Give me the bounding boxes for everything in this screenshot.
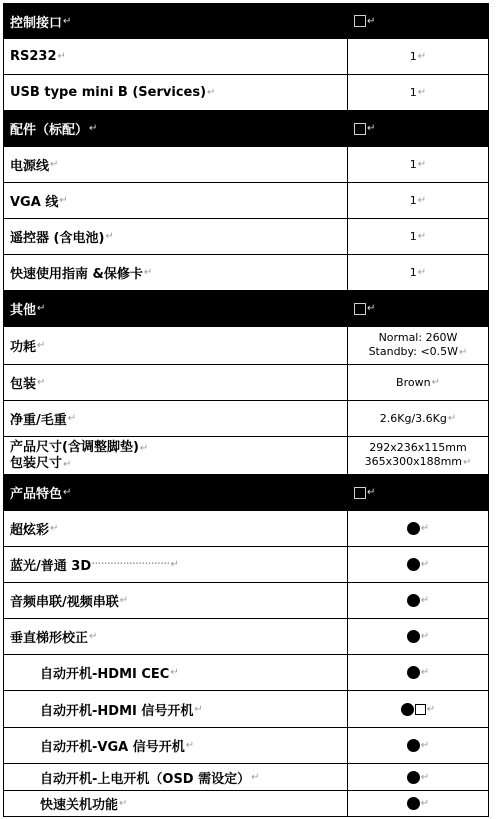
power-standby: Standby: <0.5W — [368, 345, 459, 358]
bullet-icon — [407, 558, 420, 571]
table-row: 快速使用指南 &保修卡 ↵ 1 ↵ — [3, 255, 489, 291]
row-value: 1 — [409, 158, 417, 171]
section-title: 产品特色 — [10, 487, 63, 502]
bullet-icon — [407, 594, 420, 607]
table-row: 自动开机-VGA 信号开机 ↵ ↵ — [3, 728, 489, 764]
table-row: 自动开机-HDMI CEC ↵ ↵ — [3, 655, 489, 691]
row-value: 1 — [409, 194, 417, 207]
table-row: USB type mini B (Services) ↵ 1 ↵ — [3, 75, 489, 111]
row-label: 自动开机-HDMI CEC — [40, 667, 170, 682]
row-label: 超炫彩 — [10, 523, 50, 538]
bullet-icon — [407, 522, 420, 535]
checkbox-icon — [354, 487, 366, 499]
row-label: 音频串联/视频串联 — [10, 595, 119, 610]
table-row: 音频串联/视频串联 ↵ ↵ — [3, 583, 489, 619]
table-row: 遥控器 (含电池) ↵ 1 ↵ — [3, 219, 489, 255]
bullet-icon — [407, 797, 420, 810]
table-row: 包装 ↵ Brown ↵ — [3, 365, 489, 401]
table-row: RS232 ↵ 1 ↵ — [3, 39, 489, 75]
row-label: VGA 线 — [10, 195, 59, 210]
row-value: 1 — [409, 50, 417, 63]
package-size: 365x300x188mm — [364, 455, 463, 468]
row-label: 遥控器 (含电池) — [10, 231, 105, 246]
table-row: 自动开机-HDMI 信号开机 ↵ ↵ — [3, 691, 489, 728]
checkbox-icon — [354, 303, 366, 315]
row-label: 自动开机-VGA 信号开机 — [40, 740, 185, 755]
bullet-icon — [401, 703, 414, 716]
table-row: 电源线 ↵ 1 ↵ — [3, 147, 489, 183]
row-value: Brown — [396, 376, 431, 389]
row-label: 垂直梯形校正 — [10, 631, 89, 646]
row-label: 蓝光/普通 3D — [10, 559, 92, 574]
row-label: 产品尺寸(含调整脚垫) — [10, 439, 139, 455]
row-label: 快速使用指南 &保修卡 — [10, 267, 143, 282]
row-value: 1 — [409, 86, 417, 99]
table-row: 快速关机功能 ↵ ↵ — [3, 791, 489, 817]
power-normal: Normal: 260W — [378, 331, 458, 344]
bullet-icon — [407, 666, 420, 679]
row-label: 自动开机-上电开机（OSD 需设定） — [40, 771, 251, 787]
table-row: 净重/毛重 ↵ 2.6Kg/3.6Kg ↵ — [3, 401, 489, 437]
section-title: 控制接口 — [10, 15, 63, 31]
bullet-icon — [407, 630, 420, 643]
row-value: 1 — [409, 230, 417, 243]
row-label: RS232 — [10, 49, 57, 64]
section-title: 配件（标配） — [10, 123, 89, 138]
row-value: 2.6Kg/3.6Kg — [379, 412, 447, 425]
table-row: 垂直梯形校正 ↵ ↵ — [3, 619, 489, 655]
row-label: 功耗 — [10, 340, 37, 355]
table-row: VGA 线 ↵ 1 ↵ — [3, 183, 489, 219]
row-label: USB type mini B (Services) — [10, 85, 207, 100]
table-row: 超炫彩 ↵ ↵ — [3, 511, 489, 547]
section-header-accessories: 配件（标配） ↵ ↵ — [3, 111, 489, 147]
table-row-power: 功耗 ↵ Normal: 260W Standby: <0.5W↵ — [3, 327, 489, 365]
table-row: 自动开机-上电开机（OSD 需设定） ↵ ↵ — [3, 764, 489, 791]
checkbox-icon — [415, 704, 426, 715]
row-value: 1 — [409, 266, 417, 279]
product-size: 292x236x115mm — [369, 441, 467, 454]
row-label: 净重/毛重 — [10, 413, 67, 428]
section-header-features: 产品特色 ↵ ↵ — [3, 475, 489, 511]
row-label: 自动开机-HDMI 信号开机 — [40, 703, 194, 719]
section-title: 其他 — [10, 303, 37, 318]
row-label: 包装 — [10, 377, 37, 392]
row-label: 快速关机功能 — [40, 798, 119, 813]
table-row-size: 产品尺寸(含调整脚垫)↵ 包装尺寸↵ 292x236x115mm 365x300x188mm↵ — [3, 437, 489, 475]
spec-table — [3, 3, 489, 817]
row-label: 包装尺寸 — [10, 455, 63, 471]
row-label: 电源线 — [10, 159, 50, 174]
bullet-icon — [407, 739, 420, 752]
checkbox-icon — [354, 123, 366, 135]
section-header-control: 控制接口 ↵ ↵ — [3, 3, 489, 39]
bullet-icon — [407, 771, 420, 784]
checkbox-icon — [354, 15, 366, 27]
section-header-other: 其他 ↵ ↵ — [3, 291, 489, 327]
table-row: 蓝光/普通 3D ························· ↵ ↵ — [3, 547, 489, 583]
